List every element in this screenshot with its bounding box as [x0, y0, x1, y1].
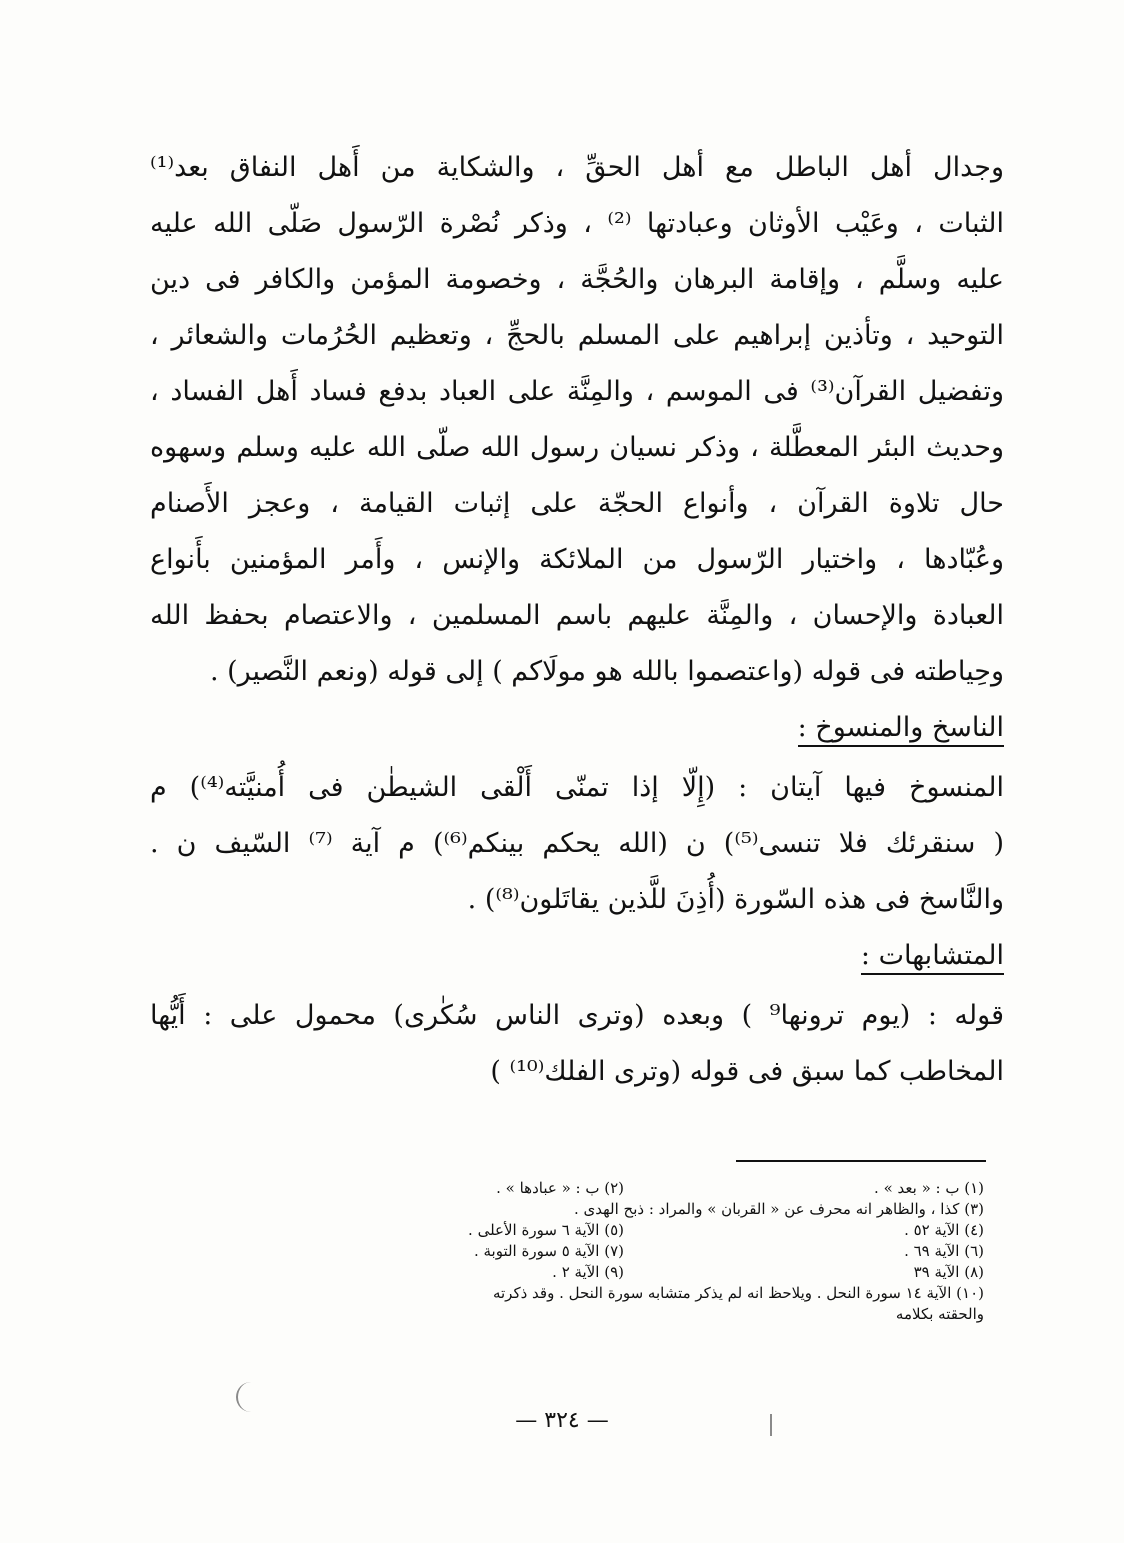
text-line: وحِياطته فى قوله (واعتصموا بالله هو مولَاكم ) إلى قوله (ونعم النَّصير) . — [209, 656, 1004, 687]
text-line: العبادة والإحسان ، والمِنَّة عليهم باسم المسلمين ، والاعتصام بحفظ الله — [150, 600, 1004, 631]
text-line: ( سنقرئك فلا تنسى⁽⁵⁾) ن (الله يحكم بينكم⁽⁶⁾) م آية ⁽⁷⁾ السّيف ن . — [150, 828, 1004, 859]
footnote-row — [120, 1199, 984, 1220]
footnote: (٦) الآية ٦٩ . — [904, 1242, 984, 1260]
footnote-row — [120, 1241, 984, 1262]
text-line: وعُبّادها ، واختيار الرّسول من الملائكة والإنس ، وأَمر المؤمنين بأَنواع — [150, 544, 1004, 575]
footnote-row — [120, 1283, 984, 1304]
text-line: قوله : (يوم ترونها⁹ ) وبعده (وترى الناس سُكٰرى) محمول على : أَيُّها — [150, 1000, 1004, 1031]
text-line: المنسوخ فيها آيتان : (إِلّا إذا تمنّى أَلْقى الشيطٰن فى أُمنيَّته⁽⁴⁾) م — [150, 772, 1004, 803]
footnote: (٣) كذا ، والظاهر انه محرف عن « القربان » والمراد : ذبح الهدى . — [573, 1200, 984, 1218]
footnote: (٥) الآية ٦ سورة الأعلى . — [468, 1221, 624, 1239]
text-line: حال تلاوة القرآن ، وأنواع الحجّة على إثبات القيامة ، وعجز الأَصنام — [150, 488, 1004, 519]
text-line: وحديث البئر المعطَّلة ، وذكر نسيان رسول الله صلّى الله عليه وسلم وسهوه — [150, 432, 1004, 463]
footnote-row — [120, 1178, 984, 1199]
section-heading-mutashabihat-label: المتشابهات : — [861, 940, 1004, 975]
text-line: وجدال أهل الباطل مع أهل الحقِّ ، والشكاية من أَهل النفاق بعد⁽¹⁾ — [150, 152, 1004, 183]
footnote: (٨) الآية ٣٩ — [913, 1263, 984, 1281]
text-line: عليه وسلَّم ، وإقامة البرهان والحُجَّة ، وخصومة المؤمن والكافر فى دين — [150, 264, 1004, 295]
footnote-row — [120, 1304, 984, 1325]
text-line: التوحيد ، وتأذين إبراهيم على المسلم بالحجِّ ، وتعظيم الحُرُمات والشعائر ، — [150, 320, 1004, 351]
footnote-row — [120, 1220, 984, 1241]
section-heading-mutashabihat — [150, 928, 1004, 988]
footnote-row — [120, 1262, 984, 1283]
footnote-divider — [736, 1160, 986, 1162]
text-line: الثبات ، وعَيْب الأوثان وعبادتها ⁽²⁾ ، وذكر نُصْرة الرّسول صَلّى الله عليه — [150, 208, 1004, 239]
main-text-block — [150, 140, 1004, 1100]
footnotes-block — [120, 1178, 984, 1325]
text-line: والنَّاسخ فى هذه السّورة (أُذِنَ للَّذين يقاتَلون⁽⁸⁾) . — [467, 884, 1004, 915]
section-heading-nasikh-label: الناسخ والمنسوخ : — [798, 712, 1004, 747]
page-number: — ٣٢٤ — — [515, 1408, 609, 1433]
footnote: (٢) ب : « عبادها » . — [496, 1179, 624, 1197]
footnote: والحقته بكلامه — [895, 1305, 984, 1323]
section-heading-nasikh — [150, 700, 1004, 760]
footnote: (٤) الآية ٥٢ . — [904, 1221, 984, 1239]
footnote: (١٠) الآية ١٤ سورة النحل . ويلاحظ انه لم يذكر متشابه سورة النحل . وقد ذكرته — [492, 1284, 984, 1302]
text-line: وتفضيل القرآن⁽³⁾ فى الموسم ، والمِنَّة على العباد بدفع فساد أَهل الفساد ، — [150, 376, 1004, 407]
text-line: المخاطب كما سبق فى قوله (وترى الفلك⁽¹⁰⁾ ) — [490, 1056, 1004, 1087]
footnote: (١) ب : « بعد » . — [874, 1179, 984, 1197]
footnote: (٧) الآية ٥ سورة التوبة . — [473, 1242, 624, 1260]
footnote: (٩) الآية ٢ . — [552, 1263, 624, 1281]
